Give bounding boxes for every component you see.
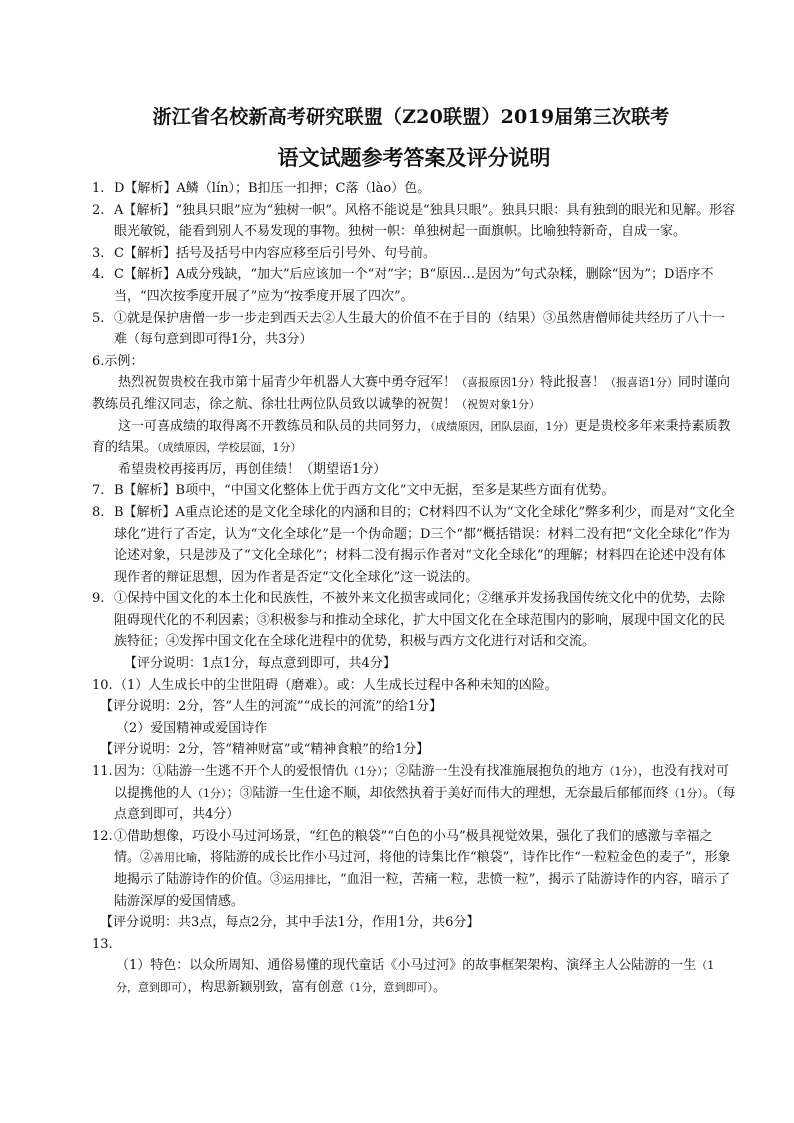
question-number: 5. — [92, 310, 105, 326]
exam-title: 浙江省名校新高考研究联盟（Z20联盟）2019届第三次联考 — [152, 106, 670, 128]
answer-text: ①就是保护唐僧一步一步走到西天去②人生最大的价值不在于目的（结果）③虽然唐僧师徒共经历了八十一难（每句意到即可得1分，共3分） — [114, 310, 726, 348]
answer-text: A【解析】“独具只眼”应为“独树一帜”。风格不能说是“独具只眼”。独具只眼：具有独到的眼光和见解。形容眼光敏锐，能看到别人不易发现的事物。独树一帜：单独树起一面旗帜。比喻独特新奇，自成一家。 — [114, 202, 736, 240]
answer-8 — [92, 502, 736, 588]
answer-text: B【解析】A重点论述的是文化全球化的内涵和目的；C材料四不认为“文化全球化”弊多利少，而是对“文化全球化”进行了否定，认为“文化全球化”是一个伪命题；D三个“都”概括错误：材料二没有把“文化全球化”作为论述对象，只是涉及了“文化全球化”；材料二没有揭示作者对“文化全球化”的理解；材料四在论述中没有体现作者的辩证思想，因为作者是否定“文化全球化”这一说法的。 — [114, 504, 735, 585]
score-note: （成绩原因，团队层面，1分） — [430, 419, 575, 433]
score-note: （1分） — [348, 765, 383, 779]
answer-text: B【解析】B项中，“中国文化整体上优于西方文化”文中无据，至多是某些方面有优势。 — [114, 483, 615, 499]
score-note: （喜报原因1分） — [456, 376, 541, 390]
question-number: 8. — [92, 504, 105, 520]
answer-7 — [92, 480, 736, 502]
answer-12: 12. ①借助想像，巧设小马过河场景，“红色的粮袋”“白色的小马”极具视觉效果，强化了我们的感激与幸福之情。②善用比喻，将陆游的成长比作小马过河，将他的诗集比作“粮袋”，诗作比作“一粒粒金色的麦子”，形象地揭示了陆游诗作的价值。③运用排比，“血泪一粒，苦痛一粒，悲愤一粒”，揭示了陆游诗作的内容，暗示了陆游深厚的爱国情感。 — [92, 826, 736, 912]
question-number: 6.示例： — [92, 353, 144, 369]
answer-5 — [92, 308, 736, 351]
answer-4 — [92, 264, 736, 307]
answer-text: C【解析】A成分残缺，“加大”后应该加一个“对”字；B“原因…是因为”句式杂糅，删除“因为”；D语序不当，“四次按季度开展了”应为“按季度开展了四次”。 — [114, 267, 714, 304]
question-number: 3. — [92, 245, 105, 261]
answer-9 — [92, 588, 736, 653]
answer-1 — [92, 178, 736, 200]
scoring-note-10-2: 【评分说明：2分，答“精神财富”或“精神食粮”的给1分】 — [100, 742, 430, 758]
score-note: （1分，意到即可） — [343, 980, 434, 994]
answer-6 — [92, 351, 736, 481]
answer-text: ①保持中国文化的本土化和民族性，不被外来文化损害或同化；②继承并发扬我国传统文化中的优势，去除阻碍现代化的不利因素；③积极参与和推动全球化，扩大中国文化在全球范围内的影响，展现中国文化的民族特征；④发挥中国文化在全球化进程中的优势，积极与西方文化进行对话和交流。 — [114, 591, 726, 650]
question-number: 12. — [92, 828, 113, 844]
score-note: （1分） — [668, 786, 704, 800]
answer-13-1: （1）特色：以众所周知、通俗易懂的现代童话《小马过河》的故事框架架构、演绎主人公陆游的一生（1分，意到即可），构思新颖别致，富有创意（1分，意到即可）。 — [116, 958, 715, 995]
sample-paragraph-1: 热烈祝贺贵校在我市第十届青少年机器人大赛中勇夺冠军！（喜报原因1分）特此报喜！（报喜语1分）同时谨向教练员孔维汉同志，徐之航、徐壮壮两位队员致以诚挚的祝贺！（祝贺对象1分） — [92, 375, 731, 412]
answer-13-number: 13. — [92, 936, 113, 952]
scoring-note-12: 【评分说明：共3点，每点2分，其中手法1分，作用1分，共6分】 — [100, 915, 480, 931]
question-number: 11. — [92, 764, 113, 780]
sample-paragraph-2: 这一可喜成绩的取得离不开教练员和队员的共同努力，（成绩原因，团队层面，1分）更是贵校多年来秉持素质教育的结果。（成绩原因，学校层面，1分） — [92, 418, 731, 456]
score-note: （1分） — [603, 765, 639, 779]
scoring-note-10-1: 【评分说明：2分，答“人生的河流”“成长的河流”的给1分】 — [100, 699, 443, 715]
question-number: 1. — [92, 181, 105, 196]
score-note: （祝贺对象1分） — [456, 397, 541, 411]
score-note: （报喜语1分） — [605, 376, 679, 390]
score-note: （成绩原因，学校层面，1分） — [157, 441, 302, 455]
score-note: （1分，意到即可） — [116, 959, 715, 994]
question-number: 2. — [92, 202, 105, 218]
scoring-note-9: 【评分说明：1点1分，每点意到即可，共4分】 — [124, 656, 396, 672]
question-number: 9. — [92, 591, 105, 607]
sample-paragraph-3: 希望贵校再接再厉，再创佳绩！（期望语1分） — [118, 461, 387, 477]
question-number: 7. — [92, 483, 105, 499]
answer-10-2: （2）爱国精神或爱国诗作 — [116, 720, 268, 736]
question-number: 10. — [92, 677, 113, 693]
answer-text: （1）人生成长中的尘世阻碍（磨难）。或：人生成长过程中各种未知的凶险。 — [114, 677, 558, 693]
answer-text: D【解析】A鳞（lín）；B扣压一扣押；C落（lào）色。 — [114, 181, 431, 196]
document-subtitle: 语文试题参考答案及评分说明 — [277, 145, 551, 170]
answer-text: C【解析】括号及括号中内容应移至后引号外、句号前。 — [114, 245, 436, 261]
answer-11: 11. 因为：①陆游一生逃不开个人的爱恨情仇（1分）；②陆游一生没有找准施展抱负的地方（1分），也没有找对可以提携他的人（1分）；③陆游一生仕途不顺，却依然执着于美好而伟大的理想，无奈最后郁郁而终（1分）。（每点意到即可，共4分） — [92, 761, 736, 826]
score-note: （1分） — [192, 786, 227, 800]
answer-2 — [92, 200, 736, 243]
question-number: 4. — [92, 267, 105, 283]
answer-10 — [92, 675, 736, 697]
answer-3 — [92, 243, 736, 265]
